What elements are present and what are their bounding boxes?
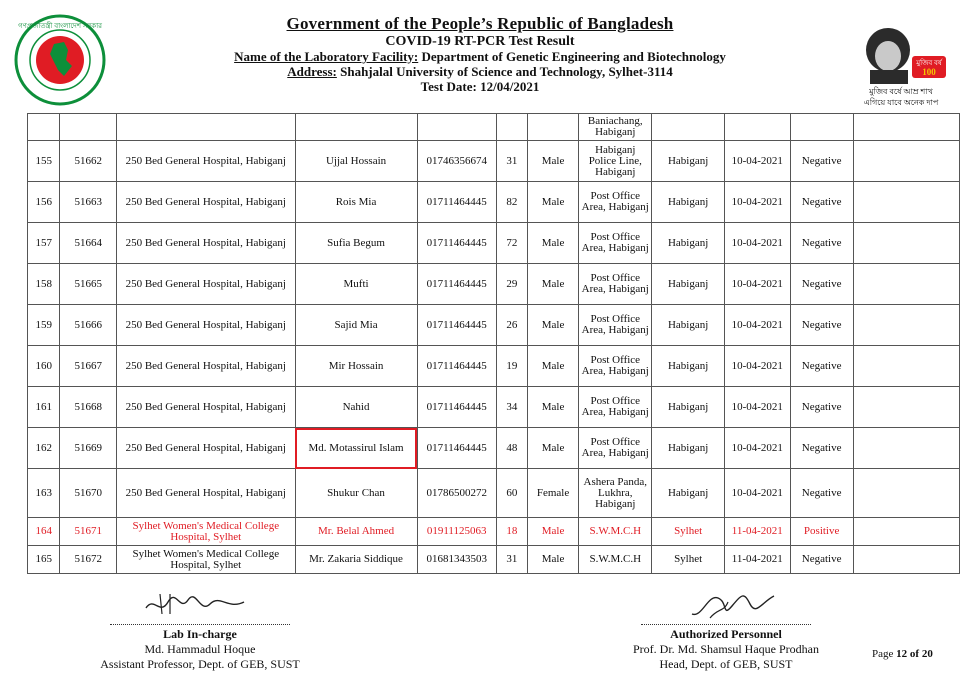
sl-cell: 159	[28, 305, 60, 346]
phone-cell: 01711464445	[417, 428, 496, 469]
result-cell: Negative	[790, 546, 853, 574]
facility-value: Department of Genetic Engineering and Biotechnology	[421, 49, 726, 64]
patient-name-cell: Mir Hossain	[295, 346, 417, 387]
age-cell: 60	[496, 469, 527, 518]
result-cell: Negative	[790, 469, 853, 518]
sample-id-cell: 51671	[60, 518, 117, 546]
hospital-cell: 250 Bed General Hospital, Habiganj	[117, 223, 296, 264]
address-cell: Post Office Area, Habiganj	[579, 346, 652, 387]
blank-cell	[853, 182, 959, 223]
phone-cell: 01711464445	[417, 223, 496, 264]
page-title: Government of the People’s Republic of Bangladesh	[286, 14, 674, 33]
phone-cell: 01911125063	[417, 518, 496, 546]
sex-cell: Male	[527, 428, 578, 469]
test-date: Test Date: 12/04/2021	[420, 79, 540, 94]
badge-number: 100	[922, 67, 936, 77]
phone-cell: 01711464445	[417, 387, 496, 428]
phone-cell: 01711464445	[417, 182, 496, 223]
signature-line	[641, 624, 811, 625]
sl-cell: 162	[28, 428, 60, 469]
age-cell: 82	[496, 182, 527, 223]
district-cell: Habiganj	[652, 428, 724, 469]
result-cell: Positive	[790, 518, 853, 546]
table-row	[28, 346, 960, 387]
address-cell: Post Office Area, Habiganj	[579, 428, 652, 469]
date-cell: 10-04-2021	[724, 469, 790, 518]
result-cell	[790, 114, 853, 141]
address-cell: Habiganj Police Line, Habiganj	[579, 141, 652, 182]
age-cell: 31	[496, 546, 527, 574]
hospital-cell: 250 Bed General Hospital, Habiganj	[117, 428, 296, 469]
district-cell: Habiganj	[652, 141, 724, 182]
phone-cell: 01746356674	[417, 141, 496, 182]
sample-id-cell: 51670	[60, 469, 117, 518]
sample-id-cell: 51665	[60, 264, 117, 305]
sample-id-cell: 51664	[60, 223, 117, 264]
authorized-name: Prof. Dr. Md. Shamsul Haque Prodhan	[633, 642, 819, 656]
sl-cell: 164	[28, 518, 60, 546]
blank-cell	[853, 114, 959, 141]
age-cell: 18	[496, 518, 527, 546]
slogan-line1: মুজিব বর্ষে আম্র শাখ	[869, 87, 933, 96]
address-cell: Post Office Area, Habiganj	[579, 182, 652, 223]
document-header	[0, 14, 960, 94]
table-row	[28, 546, 960, 574]
sex-cell: Male	[527, 223, 578, 264]
phone-cell: 01711464445	[417, 264, 496, 305]
hospital-cell: 250 Bed General Hospital, Habiganj	[117, 387, 296, 428]
signature-line	[110, 624, 290, 625]
age-cell: 26	[496, 305, 527, 346]
age-cell	[496, 114, 527, 141]
date-cell: 10-04-2021	[724, 346, 790, 387]
patient-name-cell: Mufti	[295, 264, 417, 305]
patient-name-cell: Rois Mia	[295, 182, 417, 223]
date-cell: 10-04-2021	[724, 141, 790, 182]
sample-id-cell: 51666	[60, 305, 117, 346]
district-cell: Sylhet	[652, 546, 724, 574]
address-cell: S.W.M.C.H	[579, 546, 652, 574]
blank-cell	[853, 387, 959, 428]
blank-cell	[853, 469, 959, 518]
table-row	[28, 141, 960, 182]
age-cell: 29	[496, 264, 527, 305]
authorized-signature	[688, 588, 778, 622]
slogan-line2: এগিয়ে যাবে অনেক দাপ	[863, 98, 939, 107]
hospital-cell: 250 Bed General Hospital, Habiganj	[117, 469, 296, 518]
table-row	[28, 264, 960, 305]
address-label: Address:	[287, 64, 337, 79]
result-cell: Negative	[790, 346, 853, 387]
sex-cell: Male	[527, 182, 578, 223]
date-cell: 10-04-2021	[724, 387, 790, 428]
date-cell: 10-04-2021	[724, 182, 790, 223]
page-number: 12	[896, 648, 908, 660]
patient-name-cell	[295, 114, 417, 141]
result-cell: Negative	[790, 305, 853, 346]
address-cell: Ashera Panda, Lukhra, Habiganj	[579, 469, 652, 518]
sample-id-cell: 51669	[60, 428, 117, 469]
result-cell: Negative	[790, 428, 853, 469]
sample-id-cell: 51668	[60, 387, 117, 428]
sl-cell: 157	[28, 223, 60, 264]
date-cell: 11-04-2021	[724, 518, 790, 546]
sex-cell: Male	[527, 141, 578, 182]
seal-text: গণপ্রজাতন্ত্রী বাংলাদেশ সরকার	[17, 22, 103, 30]
patient-name-cell: Nahid	[295, 387, 417, 428]
sex-cell: Male	[527, 546, 578, 574]
district-cell	[652, 114, 724, 141]
page-of: of	[909, 648, 920, 660]
blank-cell	[853, 223, 959, 264]
result-cell: Negative	[790, 182, 853, 223]
result-cell: Negative	[790, 387, 853, 428]
sl-cell: 165	[28, 546, 60, 574]
address-value: Shahjalal University of Science and Technology, Sylhet-3114	[340, 64, 673, 79]
sl-cell: 155	[28, 141, 60, 182]
lab-incharge-name: Md. Hammadul Hoque	[144, 642, 256, 656]
highlighted-patient-name-cell: Md. Motassirul Islam	[295, 428, 417, 469]
district-cell: Habiganj	[652, 469, 724, 518]
blank-cell	[853, 546, 959, 574]
address-cell: Post Office Area, Habiganj	[579, 387, 652, 428]
sample-id-cell: 51663	[60, 182, 117, 223]
sex-cell: Male	[527, 305, 578, 346]
lab-incharge-signature	[140, 590, 250, 620]
age-cell: 34	[496, 387, 527, 428]
table-row	[28, 469, 960, 518]
district-cell: Habiganj	[652, 182, 724, 223]
blank-cell	[853, 346, 959, 387]
district-cell: Habiganj	[652, 387, 724, 428]
results-table	[27, 113, 960, 574]
result-cell: Negative	[790, 223, 853, 264]
sex-cell: Male	[527, 264, 578, 305]
lab-incharge-block	[80, 624, 320, 672]
district-cell: Habiganj	[652, 223, 724, 264]
district-cell: Habiganj	[652, 305, 724, 346]
result-cell: Negative	[790, 141, 853, 182]
age-cell: 48	[496, 428, 527, 469]
phone-cell: 01681343503	[417, 546, 496, 574]
blank-cell	[853, 305, 959, 346]
date-cell: 10-04-2021	[724, 428, 790, 469]
district-cell: Habiganj	[652, 264, 724, 305]
sex-cell: Female	[527, 469, 578, 518]
sample-id-cell: 51672	[60, 546, 117, 574]
address-cell: Post Office Area, Habiganj	[579, 223, 652, 264]
patient-name-cell: Sajid Mia	[295, 305, 417, 346]
table-row	[28, 305, 960, 346]
table-row	[28, 387, 960, 428]
table-row-positive	[28, 518, 960, 546]
sl-cell: 158	[28, 264, 60, 305]
sex-cell	[527, 114, 578, 141]
page-total: 20	[921, 648, 933, 660]
sl-cell	[28, 114, 60, 141]
sex-cell: Male	[527, 518, 578, 546]
lab-incharge-title: Lab In-charge	[163, 627, 237, 641]
hospital-cell: 250 Bed General Hospital, Habiganj	[117, 264, 296, 305]
date-cell	[724, 114, 790, 141]
hospital-cell: 250 Bed General Hospital, Habiganj	[117, 305, 296, 346]
sex-cell: Male	[527, 387, 578, 428]
table-row	[28, 114, 960, 141]
blank-cell	[853, 264, 959, 305]
table-row	[28, 223, 960, 264]
blank-cell	[853, 141, 959, 182]
address-cell: Baniachang, Habiganj	[579, 114, 652, 141]
hospital-cell: Sylhet Women's Medical College Hospital, Sylhet	[117, 518, 296, 546]
sample-id-cell: 51667	[60, 346, 117, 387]
hospital-cell: Sylhet Women's Medical College Hospital, Sylhet	[117, 546, 296, 574]
district-cell: Habiganj	[652, 346, 724, 387]
phone-cell	[417, 114, 496, 141]
sl-cell: 156	[28, 182, 60, 223]
lab-incharge-role: Assistant Professor, Dept. of GEB, SUST	[100, 657, 300, 671]
result-cell: Negative	[790, 264, 853, 305]
age-cell: 19	[496, 346, 527, 387]
authorized-personnel-block	[606, 624, 846, 672]
report-subtitle: COVID-19 RT-PCR Test Result	[385, 34, 575, 49]
address-cell: Post Office Area, Habiganj	[579, 305, 652, 346]
date-cell: 10-04-2021	[724, 223, 790, 264]
facility-label: Name of the Laboratory Facility:	[234, 49, 419, 64]
date-cell: 10-04-2021	[724, 305, 790, 346]
age-cell: 72	[496, 223, 527, 264]
hospital-cell: 250 Bed General Hospital, Habiganj	[117, 182, 296, 223]
sex-cell: Male	[527, 346, 578, 387]
table-row	[28, 182, 960, 223]
phone-cell: 01786500272	[417, 469, 496, 518]
patient-name-cell: Sufia Begum	[295, 223, 417, 264]
patient-name-cell: Mr. Zakaria Siddique	[295, 546, 417, 574]
phone-cell: 01711464445	[417, 346, 496, 387]
hospital-cell	[117, 114, 296, 141]
page-indicator	[872, 648, 933, 660]
table-row	[28, 428, 960, 469]
address-cell: S.W.M.C.H	[579, 518, 652, 546]
blank-cell	[853, 518, 959, 546]
blank-cell	[853, 428, 959, 469]
sl-cell: 161	[28, 387, 60, 428]
sample-id-cell: 51662	[60, 141, 117, 182]
facility-line	[0, 49, 960, 64]
patient-name-cell: Mr. Belal Ahmed	[295, 518, 417, 546]
authorized-role: Head, Dept. of GEB, SUST	[659, 657, 793, 671]
page-label: Page	[872, 648, 894, 660]
sl-cell: 163	[28, 469, 60, 518]
address-line	[0, 64, 960, 79]
phone-cell: 01711464445	[417, 305, 496, 346]
date-cell: 10-04-2021	[724, 264, 790, 305]
badge-text: মুজিব বর্ষ	[916, 59, 942, 67]
patient-name-cell: Ujjal Hossain	[295, 141, 417, 182]
hospital-cell: 250 Bed General Hospital, Habiganj	[117, 346, 296, 387]
hospital-cell: 250 Bed General Hospital, Habiganj	[117, 141, 296, 182]
patient-name-cell: Shukur Chan	[295, 469, 417, 518]
sample-id-cell	[60, 114, 117, 141]
district-cell: Sylhet	[652, 518, 724, 546]
authorized-title: Authorized Personnel	[670, 627, 782, 641]
age-cell: 31	[496, 141, 527, 182]
address-cell: Post Office Area, Habiganj	[579, 264, 652, 305]
sl-cell: 160	[28, 346, 60, 387]
date-cell: 11-04-2021	[724, 546, 790, 574]
